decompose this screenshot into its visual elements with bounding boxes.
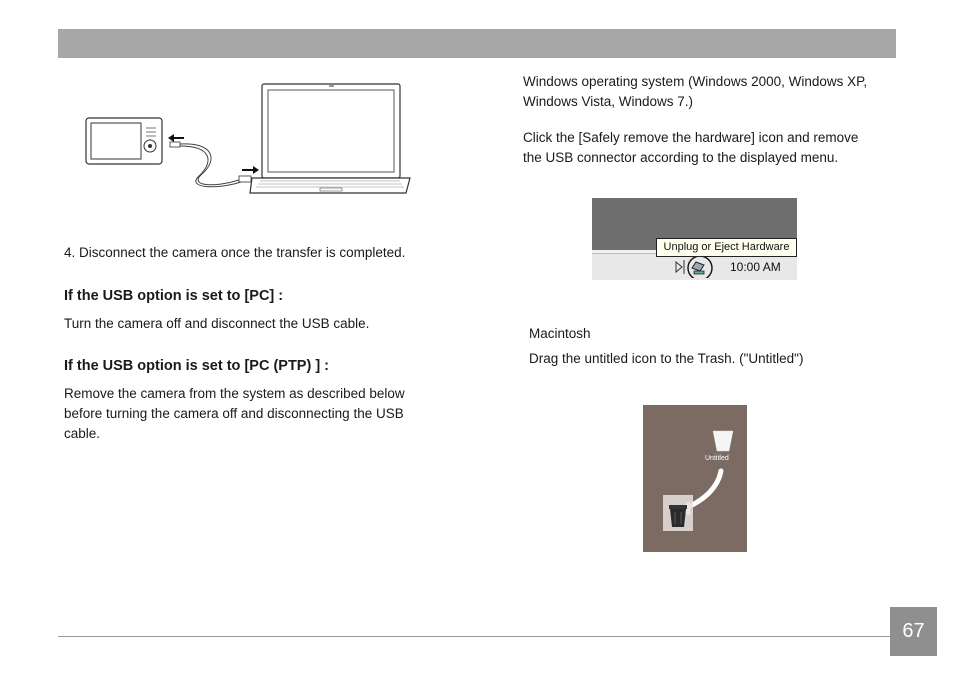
tray-clock: 10:00 AM	[730, 260, 781, 274]
unplug-eject-tooltip: Unplug or Eject Hardware	[656, 238, 797, 257]
mac-trash-illustration	[643, 405, 747, 552]
untitled-label: Untitled	[705, 455, 729, 462]
click-instruction-line: Click the [Safely remove the hardware] icon and remove	[523, 130, 859, 145]
windows-os-line: Windows operating system (Windows 2000, Windows XP,	[523, 74, 868, 89]
ptp-option-heading: If the USB option is set to [PC (PTP) ] :	[64, 358, 330, 374]
pc-option-heading: If the USB option is set to [PC] :	[64, 288, 284, 304]
page-number: 67	[890, 607, 937, 656]
macintosh-title: Macintosh	[529, 326, 591, 341]
windows-tray-screenshot	[592, 198, 797, 280]
pc-option-text: Turn the camera off and disconnect the USB cable.	[64, 316, 370, 331]
camera-laptop-connection-illustration	[84, 82, 414, 197]
ptp-option-text-line: cable.	[64, 426, 101, 441]
header-bar	[58, 29, 896, 58]
ptp-option-text-line: before turning the camera off and disconnecting the USB	[64, 406, 404, 421]
trash-icon[interactable]	[669, 505, 687, 527]
windows-os-line: Windows Vista, Windows 7.)	[523, 94, 694, 109]
click-instruction-line: the USB connector according to the displayed menu.	[523, 150, 839, 165]
footer-rule	[58, 636, 891, 637]
ptp-option-text-line: Remove the camera from the system as described below	[64, 386, 405, 401]
macintosh-instruction: Drag the untitled icon to the Trash. ("Untitled")	[529, 351, 804, 366]
safely-remove-hardware-icon[interactable]	[674, 256, 718, 278]
untitled-drive-icon[interactable]	[713, 431, 733, 451]
step-4-text: 4. Disconnect the camera once the transfer is completed.	[64, 245, 406, 260]
